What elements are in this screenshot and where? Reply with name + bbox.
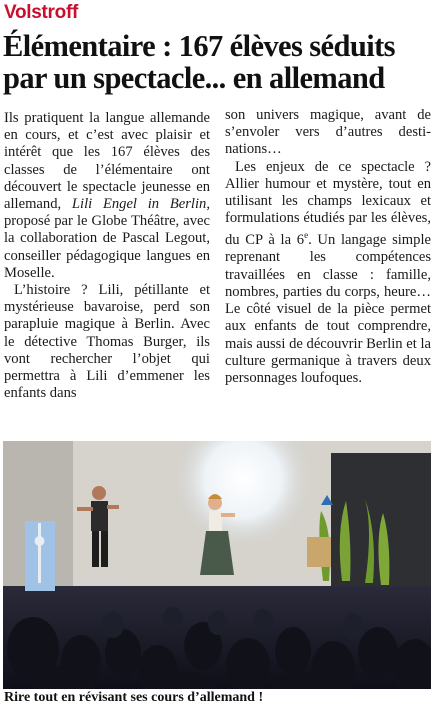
paragraph (225, 159, 431, 388)
article-column-right (225, 107, 431, 387)
text-run: . Un langage simple reprenant les compétences travaillées en classe : famille, nombres, parties du corps, heure… Le côté visuel de la pièce permet aux enfants de tout comprendre, mais aussi de découvrir Berlin et la culture germanique à travers deux personnages loufoques. (225, 232, 431, 386)
ordinal-sup: e (304, 230, 309, 241)
text-run: Ils pratiquent la langue allemande en cours, et c’est avec plaisir et intérêt que les 167 élèves des classes de l’élémentaire ont découvert le spectacle jeunesse en allemand, (4, 110, 210, 213)
show-title: Lili Engel in Berlin (71, 196, 207, 213)
article-photo (3, 441, 431, 689)
paragraph: L’histoire ? Lili, pétillante et mystérieuse bavaroise, perd son parapluie magique à Berlin. Avec le détective Thomas Burger, ils vont rechercher l’objet qui permettra à Lili d’emmener les enfants dans (4, 282, 210, 402)
text-run: Les enjeux de ce spectacle ? Allier humour et mystère, tout en utilisant les champs lexicaux et formulations étudiés par les élèves, du CP à la 6 (225, 158, 431, 249)
paragraph (4, 110, 210, 282)
paragraph: son univers magique, avant de s’envoler vers d’autres destinations… (225, 107, 431, 158)
stage-scene-illustration (3, 441, 431, 689)
tv-tower-prop (25, 521, 55, 591)
location-kicker: Volstroff (4, 2, 78, 23)
article-column-left (4, 110, 210, 402)
text-run: , proposé par le Globe Théâtre, avec la collaboration de Pascal Legout, conseiller pédagogique langues en Moselle. (4, 196, 210, 281)
photo-caption: Rire tout en révisant ses cours d’allemand ! (4, 690, 264, 705)
headline: Élémentaire : 167 élèves séduits par un spectacle... en allemand (3, 29, 395, 95)
